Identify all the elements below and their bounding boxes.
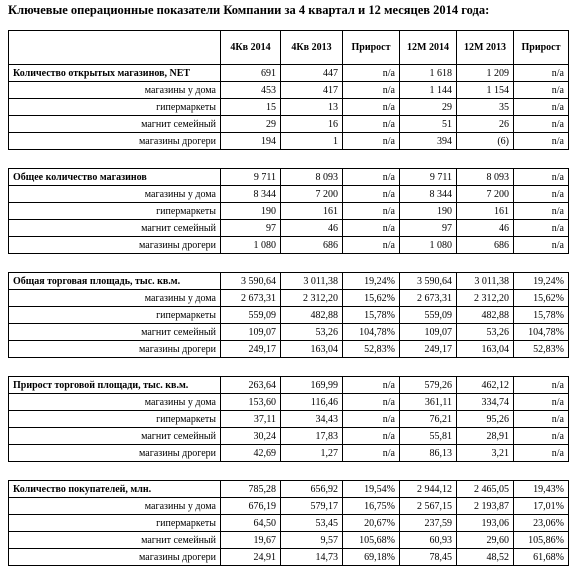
value-cell: 676,19 xyxy=(221,498,281,515)
value-cell: 13 xyxy=(281,99,343,116)
growth-cell: n/a xyxy=(514,133,569,150)
value-cell: 86,13 xyxy=(400,445,457,462)
document-title: Ключевые операционные показатели Компании за 4 квартал и 12 месяцев 2014 года: xyxy=(8,3,490,17)
value-cell: 1 080 xyxy=(221,237,281,254)
value-cell: 785,28 xyxy=(221,481,281,498)
row-label: магнит семейный xyxy=(9,324,221,341)
value-cell: 1 xyxy=(281,133,343,150)
table-row xyxy=(9,394,569,411)
value-cell: 97 xyxy=(400,220,457,237)
header-12m-2013: 12М 2013 xyxy=(457,31,514,65)
growth-cell: n/a xyxy=(343,133,400,150)
kpi-table-body xyxy=(9,65,569,566)
value-cell: 1 209 xyxy=(457,65,514,82)
section-label: Прирост торговой площади, тыс. кв.м. xyxy=(9,377,221,394)
growth-cell: n/a xyxy=(514,411,569,428)
table-row xyxy=(9,203,569,220)
growth-cell: n/a xyxy=(343,394,400,411)
growth-cell: 105,68% xyxy=(343,532,400,549)
table-row xyxy=(9,498,569,515)
growth-cell: n/a xyxy=(343,428,400,445)
row-label: магазины у дома xyxy=(9,498,221,515)
growth-cell: n/a xyxy=(343,237,400,254)
growth-cell: n/a xyxy=(343,82,400,99)
value-cell: 8 344 xyxy=(221,186,281,203)
table-row xyxy=(9,549,569,566)
growth-cell: n/a xyxy=(514,203,569,220)
growth-cell: n/a xyxy=(514,65,569,82)
growth-cell: 15,62% xyxy=(514,290,569,307)
growth-cell: 15,62% xyxy=(343,290,400,307)
value-cell: 17,83 xyxy=(281,428,343,445)
header-12m-2014: 12М 2014 xyxy=(400,31,457,65)
table-row xyxy=(9,116,569,133)
value-cell: 76,21 xyxy=(400,411,457,428)
value-cell: 14,73 xyxy=(281,549,343,566)
value-cell: 462,12 xyxy=(457,377,514,394)
value-cell: 109,07 xyxy=(221,324,281,341)
growth-cell: 19,54% xyxy=(343,481,400,498)
row-label: магазины дрогери xyxy=(9,445,221,462)
value-cell: 30,24 xyxy=(221,428,281,445)
growth-cell: n/a xyxy=(514,186,569,203)
value-cell: 42,69 xyxy=(221,445,281,462)
section-total-row xyxy=(9,65,569,82)
row-label: магнит семейный xyxy=(9,116,221,133)
growth-cell: 16,75% xyxy=(343,498,400,515)
value-cell: 559,09 xyxy=(400,307,457,324)
value-cell: 29 xyxy=(400,99,457,116)
value-cell: 53,26 xyxy=(281,324,343,341)
spacer-cell xyxy=(9,358,569,377)
row-label: магазины дрогери xyxy=(9,549,221,566)
growth-cell: 19,24% xyxy=(514,273,569,290)
value-cell: 2 193,87 xyxy=(457,498,514,515)
header-growth-q: Прирост xyxy=(343,31,400,65)
value-cell: 8 344 xyxy=(400,186,457,203)
value-cell: 394 xyxy=(400,133,457,150)
section-spacer xyxy=(9,150,569,169)
value-cell: 361,11 xyxy=(400,394,457,411)
value-cell: 334,74 xyxy=(457,394,514,411)
growth-cell: n/a xyxy=(514,99,569,116)
spacer-cell xyxy=(9,254,569,273)
table-row xyxy=(9,133,569,150)
header-q4-2013: 4Кв 2013 xyxy=(281,31,343,65)
value-cell: 163,04 xyxy=(281,341,343,358)
value-cell: 2 312,20 xyxy=(281,290,343,307)
spacer-cell xyxy=(9,462,569,481)
table-row xyxy=(9,82,569,99)
value-cell: 579,26 xyxy=(400,377,457,394)
value-cell: 153,60 xyxy=(221,394,281,411)
value-cell: 263,64 xyxy=(221,377,281,394)
header-q4-2014: 4Кв 2014 xyxy=(221,31,281,65)
growth-cell: 19,43% xyxy=(514,481,569,498)
growth-cell: 52,83% xyxy=(343,341,400,358)
table-row xyxy=(9,532,569,549)
growth-cell: n/a xyxy=(343,99,400,116)
section-label: Общее количество магазинов xyxy=(9,169,221,186)
value-cell: 7 200 xyxy=(457,186,514,203)
table-row xyxy=(9,411,569,428)
value-cell: 2 673,31 xyxy=(400,290,457,307)
growth-cell: n/a xyxy=(343,169,400,186)
value-cell: 190 xyxy=(221,203,281,220)
value-cell: 193,06 xyxy=(457,515,514,532)
value-cell: 1,27 xyxy=(281,445,343,462)
growth-cell: 15,78% xyxy=(514,307,569,324)
growth-cell: 19,24% xyxy=(343,273,400,290)
table-row xyxy=(9,515,569,532)
value-cell: 64,50 xyxy=(221,515,281,532)
value-cell: 559,09 xyxy=(221,307,281,324)
growth-cell: n/a xyxy=(514,82,569,99)
value-cell: 46 xyxy=(281,220,343,237)
row-label: магнит семейный xyxy=(9,428,221,445)
table-row xyxy=(9,324,569,341)
value-cell: 29 xyxy=(221,116,281,133)
value-cell: (6) xyxy=(457,133,514,150)
value-cell: 237,59 xyxy=(400,515,457,532)
growth-cell: n/a xyxy=(514,394,569,411)
value-cell: 3 590,64 xyxy=(221,273,281,290)
value-cell: 97 xyxy=(221,220,281,237)
value-cell: 3,21 xyxy=(457,445,514,462)
value-cell: 453 xyxy=(221,82,281,99)
growth-cell: n/a xyxy=(343,65,400,82)
growth-cell: n/a xyxy=(343,220,400,237)
section-spacer xyxy=(9,358,569,377)
value-cell: 686 xyxy=(457,237,514,254)
value-cell: 35 xyxy=(457,99,514,116)
kpi-table xyxy=(8,30,569,566)
value-cell: 161 xyxy=(281,203,343,220)
value-cell: 2 673,31 xyxy=(221,290,281,307)
spacer-cell xyxy=(9,150,569,169)
value-cell: 46 xyxy=(457,220,514,237)
value-cell: 1 080 xyxy=(400,237,457,254)
value-cell: 482,88 xyxy=(281,307,343,324)
header-growth-12m: Прирост xyxy=(514,31,569,65)
growth-cell: n/a xyxy=(343,203,400,220)
value-cell: 51 xyxy=(400,116,457,133)
value-cell: 95,26 xyxy=(457,411,514,428)
value-cell: 2 312,20 xyxy=(457,290,514,307)
table-row xyxy=(9,99,569,116)
value-cell: 249,17 xyxy=(400,341,457,358)
growth-cell: 104,78% xyxy=(343,324,400,341)
value-cell: 3 011,38 xyxy=(457,273,514,290)
section-total-row xyxy=(9,273,569,290)
value-cell: 417 xyxy=(281,82,343,99)
value-cell: 2 567,15 xyxy=(400,498,457,515)
table-row xyxy=(9,220,569,237)
value-cell: 447 xyxy=(281,65,343,82)
value-cell: 53,26 xyxy=(457,324,514,341)
value-cell: 163,04 xyxy=(457,341,514,358)
section-label: Общая торговая площадь, тыс. кв.м. xyxy=(9,273,221,290)
value-cell: 48,52 xyxy=(457,549,514,566)
value-cell: 24,91 xyxy=(221,549,281,566)
growth-cell: 52,83% xyxy=(514,341,569,358)
value-cell: 9 711 xyxy=(400,169,457,186)
table-row xyxy=(9,290,569,307)
value-cell: 691 xyxy=(221,65,281,82)
table-row xyxy=(9,445,569,462)
value-cell: 109,07 xyxy=(400,324,457,341)
value-cell: 116,46 xyxy=(281,394,343,411)
header-label-cell xyxy=(9,31,221,65)
row-label: магнит семейный xyxy=(9,532,221,549)
value-cell: 16 xyxy=(281,116,343,133)
growth-cell: 104,78% xyxy=(514,324,569,341)
growth-cell: n/a xyxy=(514,237,569,254)
growth-cell: n/a xyxy=(343,411,400,428)
table-row xyxy=(9,428,569,445)
value-cell: 161 xyxy=(457,203,514,220)
value-cell: 9 711 xyxy=(221,169,281,186)
row-label: гипермаркеты xyxy=(9,99,221,116)
value-cell: 53,45 xyxy=(281,515,343,532)
section-spacer xyxy=(9,462,569,481)
value-cell: 190 xyxy=(400,203,457,220)
value-cell: 1 618 xyxy=(400,65,457,82)
row-label: магнит семейный xyxy=(9,220,221,237)
growth-cell: n/a xyxy=(514,377,569,394)
table-row xyxy=(9,237,569,254)
row-label: гипермаркеты xyxy=(9,203,221,220)
value-cell: 169,99 xyxy=(281,377,343,394)
value-cell: 1 144 xyxy=(400,82,457,99)
value-cell: 579,17 xyxy=(281,498,343,515)
growth-cell: 61,68% xyxy=(514,549,569,566)
table-row xyxy=(9,186,569,203)
growth-cell: n/a xyxy=(514,220,569,237)
row-label: магазины у дома xyxy=(9,82,221,99)
value-cell: 1 154 xyxy=(457,82,514,99)
value-cell: 55,81 xyxy=(400,428,457,445)
value-cell: 8 093 xyxy=(281,169,343,186)
row-label: магазины дрогери xyxy=(9,237,221,254)
value-cell: 3 590,64 xyxy=(400,273,457,290)
value-cell: 686 xyxy=(281,237,343,254)
row-label: магазины у дома xyxy=(9,290,221,307)
section-label: Количество покупателей, млн. xyxy=(9,481,221,498)
growth-cell: 17,01% xyxy=(514,498,569,515)
row-label: магазины дрогери xyxy=(9,341,221,358)
value-cell: 482,88 xyxy=(457,307,514,324)
value-cell: 656,92 xyxy=(281,481,343,498)
value-cell: 15 xyxy=(221,99,281,116)
growth-cell: 105,86% xyxy=(514,532,569,549)
growth-cell: 15,78% xyxy=(343,307,400,324)
value-cell: 37,11 xyxy=(221,411,281,428)
row-label: гипермаркеты xyxy=(9,307,221,324)
section-label: Количество открытых магазинов, NET xyxy=(9,65,221,82)
row-label: гипермаркеты xyxy=(9,411,221,428)
value-cell: 2 944,12 xyxy=(400,481,457,498)
growth-cell: n/a xyxy=(343,377,400,394)
value-cell: 8 093 xyxy=(457,169,514,186)
value-cell: 7 200 xyxy=(281,186,343,203)
growth-cell: n/a xyxy=(514,445,569,462)
value-cell: 9,57 xyxy=(281,532,343,549)
section-total-row xyxy=(9,377,569,394)
growth-cell: 20,67% xyxy=(343,515,400,532)
value-cell: 249,17 xyxy=(221,341,281,358)
row-label: гипермаркеты xyxy=(9,515,221,532)
row-label: магазины у дома xyxy=(9,186,221,203)
row-label: магазины у дома xyxy=(9,394,221,411)
growth-cell: n/a xyxy=(514,116,569,133)
value-cell: 28,91 xyxy=(457,428,514,445)
growth-cell: 69,18% xyxy=(343,549,400,566)
value-cell: 78,45 xyxy=(400,549,457,566)
value-cell: 60,93 xyxy=(400,532,457,549)
growth-cell: n/a xyxy=(514,169,569,186)
table-row xyxy=(9,307,569,324)
value-cell: 34,43 xyxy=(281,411,343,428)
value-cell: 3 011,38 xyxy=(281,273,343,290)
value-cell: 29,60 xyxy=(457,532,514,549)
value-cell: 26 xyxy=(457,116,514,133)
section-total-row xyxy=(9,169,569,186)
value-cell: 2 465,05 xyxy=(457,481,514,498)
value-cell: 19,67 xyxy=(221,532,281,549)
growth-cell: n/a xyxy=(514,428,569,445)
growth-cell: n/a xyxy=(343,445,400,462)
value-cell: 194 xyxy=(221,133,281,150)
growth-cell: 23,06% xyxy=(514,515,569,532)
section-spacer xyxy=(9,254,569,273)
section-total-row xyxy=(9,481,569,498)
table-row xyxy=(9,341,569,358)
growth-cell: n/a xyxy=(343,116,400,133)
header-row xyxy=(9,31,569,65)
row-label: магазины дрогери xyxy=(9,133,221,150)
growth-cell: n/a xyxy=(343,186,400,203)
